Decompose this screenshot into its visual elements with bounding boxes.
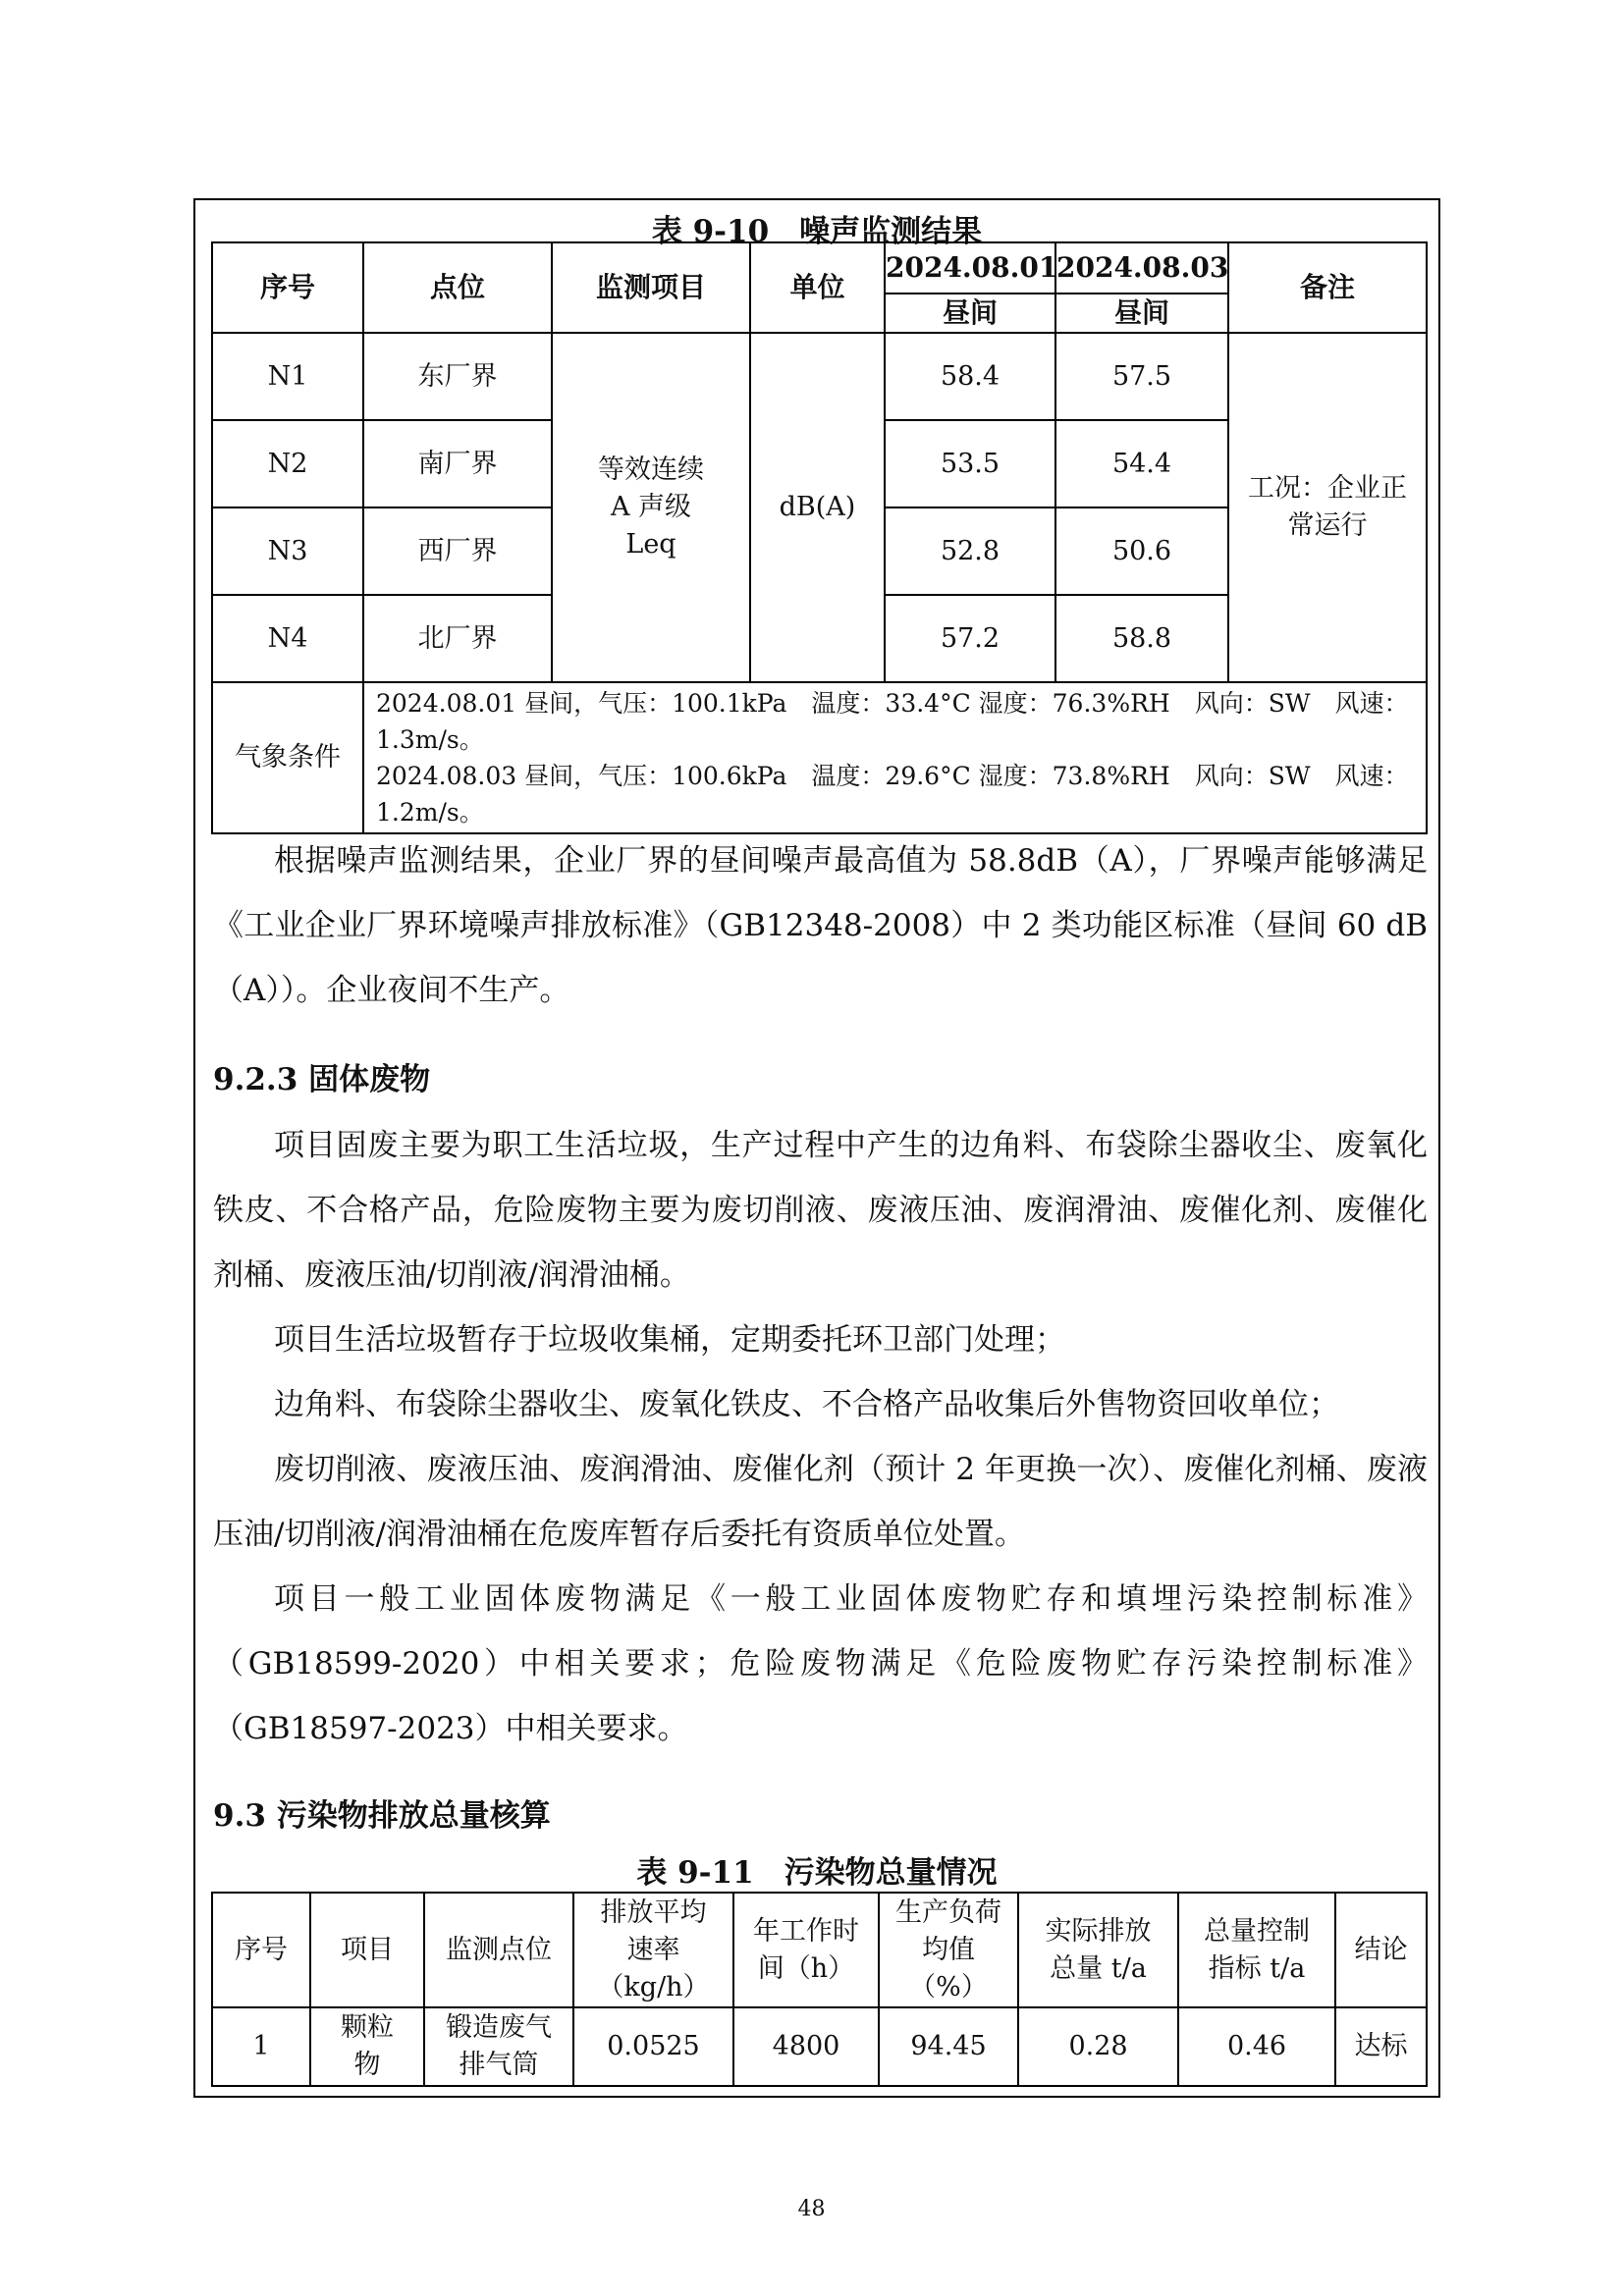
solid-waste-paragraph-1: 项目固废主要为职工生活垃圾，生产过程中产生的边角料、布袋除尘器收尘、废氧化铁皮、不合格产品，危险废物主要为废切削液、废液压油、废润滑油、废催化剂、废催化剂桶、废液压油/切削液/润滑油桶。 [213, 1128, 1428, 1293]
remark-cell: 工况：企业正常运行 [1228, 333, 1427, 682]
header-point: 点位 [363, 242, 552, 333]
row-seq: N1 [212, 333, 363, 420]
weather-label: 气象条件 [212, 682, 363, 833]
cell-item: 颗粒物 [310, 2007, 424, 2086]
header-monitoring-point: 监测点位 [424, 1893, 573, 2007]
solid-waste-paragraph-4: 废切削液、废液压油、废润滑油、废催化剂（预计 2 年更换一次）、废催化剂桶、废液压油/切削液/润滑油桶在危废库暂存后委托有资质单位处置。 [213, 1452, 1428, 1552]
header-date1: 2024.08.01 [885, 242, 1055, 294]
noise-monitoring-table [211, 241, 1428, 834]
row-point: 北厂界 [363, 595, 552, 682]
header-date1-daytime: 昼间 [885, 294, 1055, 333]
table-9-11-caption: 表 9-11 污染物总量情况 [636, 1855, 998, 1891]
row-point: 南厂界 [363, 420, 552, 507]
header-seq: 序号 [212, 242, 363, 333]
row-value-date2: 58.8 [1055, 595, 1228, 682]
header-remark: 备注 [1228, 242, 1427, 333]
header-seq: 序号 [212, 1893, 310, 2007]
row-point: 西厂界 [363, 507, 552, 595]
page-number: 48 [797, 2197, 826, 2221]
cell-annual-working-hours: 4800 [733, 2007, 879, 2086]
section-heading-9-2-3: 9.2.3 固体废物 [213, 1062, 431, 1097]
solid-waste-paragraph-2: 项目生活垃圾暂存于垃圾收集桶，定期委托环卫部门处理； [274, 1322, 1065, 1358]
row-seq: N3 [212, 507, 363, 595]
header-avg-load: 生产负荷均值（%） [879, 1893, 1018, 2007]
header-annual-working-hours: 年工作时间（h） [733, 1893, 879, 2007]
header-actual-emission: 实际排放总量 t/a [1018, 1893, 1178, 2007]
cell-avg-load: 94.45 [879, 2007, 1018, 2086]
header-date2-daytime: 昼间 [1055, 294, 1228, 333]
solid-waste-paragraph-3: 边角料、布袋除尘器收尘、废氧化铁皮、不合格产品收集后外售物资回收单位； [274, 1387, 1339, 1422]
row-value-date1: 58.4 [885, 333, 1055, 420]
cell-seq: 1 [212, 2007, 310, 2086]
header-avg-emission-rate: 排放平均速率（kg/h） [573, 1893, 733, 2007]
cell-conclusion: 达标 [1335, 2007, 1427, 2086]
solid-waste-paragraph-5: 项目一般工业固体废物满足《一般工业固体废物贮存和填埋污染控制标准》（GB18599-2020）中相关要求；危险废物满足《危险废物贮存污染控制标准》（GB18597-2023）中相关要求。 [213, 1581, 1428, 1746]
weather-line-2: 2024.08.03 昼间，气压：100.6kPa 温度：29.6°C 湿度：73.8%RH 风向：SW 风速：1.2m/s。 [376, 762, 1409, 827]
header-item: 项目 [310, 1893, 424, 2007]
section-heading-9-3: 9.3 污染物排放总量核算 [213, 1798, 551, 1834]
pollutant-total-table [211, 1892, 1428, 2087]
header-conclusion: 结论 [1335, 1893, 1427, 2007]
cell-avg-emission-rate: 0.0525 [573, 2007, 733, 2086]
table-9-10-caption: 表 9-10 噪声监测结果 [651, 214, 983, 249]
row-value-date1: 57.2 [885, 595, 1055, 682]
row-seq: N2 [212, 420, 363, 507]
header-total-control-index: 总量控制指标 t/a [1178, 1893, 1335, 2007]
cell-monitoring-point: 锻造废气排气筒 [424, 2007, 573, 2086]
row-point: 东厂界 [363, 333, 552, 420]
row-seq: N4 [212, 595, 363, 682]
cell-actual-emission: 0.28 [1018, 2007, 1178, 2086]
row-value-date2: 54.4 [1055, 420, 1228, 507]
header-item: 监测项目 [552, 242, 750, 333]
unit-cell: dB(A) [750, 333, 885, 682]
noise-conclusion-paragraph: 根据噪声监测结果，企业厂界的昼间噪声最高值为 58.8dB（A），厂界噪声能够满足《工业企业厂界环境噪声排放标准》（GB12348-2008）中 2 类功能区标准（昼间 60 dB（A））。企业夜间不生产。 [213, 843, 1428, 1008]
cell-total-control-index: 0.46 [1178, 2007, 1335, 2086]
row-value-date2: 57.5 [1055, 333, 1228, 420]
row-value-date1: 53.5 [885, 420, 1055, 507]
row-value-date1: 52.8 [885, 507, 1055, 595]
header-date2: 2024.08.03 [1055, 242, 1228, 294]
weather-conditions [363, 682, 1427, 833]
header-unit: 单位 [750, 242, 885, 333]
weather-line-1: 2024.08.01 昼间，气压：100.1kPa 温度：33.4°C 湿度：76.3%RH 风向：SW 风速：1.3m/s。 [376, 689, 1409, 754]
page-frame [193, 198, 1440, 2098]
row-value-date2: 50.6 [1055, 507, 1228, 595]
monitoring-item-cell: 等效连续 A 声级 Leq [552, 333, 750, 682]
